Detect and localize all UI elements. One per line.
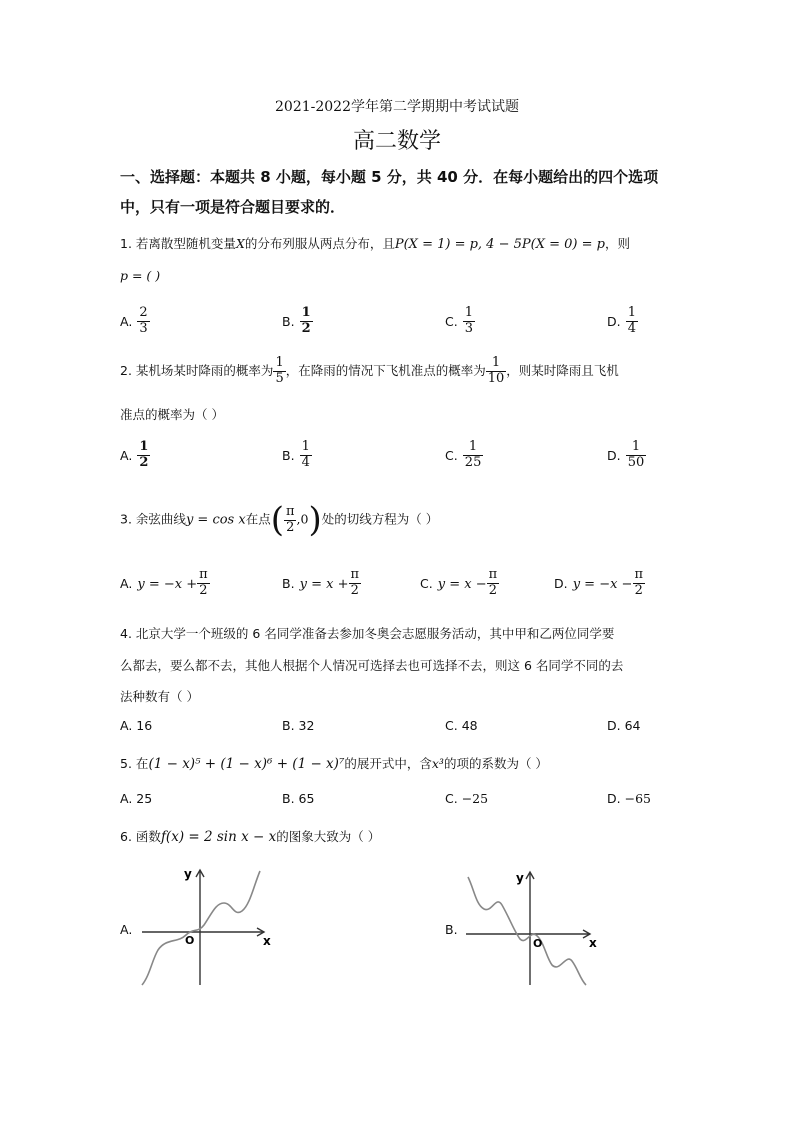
axes (466, 872, 590, 985)
option-num: π (350, 567, 360, 582)
origin-label: O (533, 937, 543, 950)
q4-option-b[interactable] (282, 718, 314, 733)
option-expr: y = −x + (137, 576, 198, 592)
q2-line2: 准点的概率为（ ） (120, 407, 224, 422)
q5-text-a: 在 (135, 756, 149, 771)
q2-option-b[interactable] (282, 440, 312, 471)
q5-option-c[interactable] (445, 791, 488, 806)
q3-text-c: 处的切线方程为（ ） (321, 511, 439, 527)
q3-curve: y = cos x (185, 512, 246, 528)
axes (142, 870, 264, 985)
q2-text-b: ，在降雨的情况下飞机准点的概率为 (285, 362, 486, 378)
option-value: 65 (298, 791, 315, 806)
option-den: 50 (627, 454, 645, 470)
option-den: 4 (627, 320, 636, 336)
q1-formula: P(X = 1) = p, 4 − 5P(X = 0) = p (394, 237, 605, 252)
option-label: A. (120, 718, 133, 733)
q1-line2: p = ( ) (120, 268, 161, 283)
option-label: B. (282, 447, 295, 463)
q6-text-a: 函数 (135, 829, 161, 844)
option-num: 1 (464, 305, 474, 320)
q1-option-a[interactable] (120, 306, 150, 337)
q2-frac1-num: 1 (275, 355, 284, 370)
q2-option-d[interactable] (607, 440, 646, 471)
q3-pt-num: π (285, 503, 295, 519)
option-value: 16 (136, 718, 153, 733)
q1-var: X (235, 236, 245, 251)
option-den: 4 (301, 454, 310, 470)
option-value: −65 (624, 791, 651, 806)
option-expr: y = x − (437, 576, 487, 592)
question-4 (120, 624, 614, 642)
q4-option-c[interactable] (445, 718, 478, 733)
option-den: 2 (488, 582, 498, 598)
q5-option-a[interactable] (120, 791, 152, 806)
q5-term: x³ (431, 756, 444, 771)
option-num: π (199, 567, 208, 582)
option-num: 1 (468, 439, 478, 454)
q3-pt-tail: ,0 (296, 511, 309, 527)
q2-number: 2. (120, 362, 132, 378)
option-label: D. (607, 791, 621, 806)
q4-line1: 北京大学一个班级的 6 名同学准备去参加冬奥会志愿服务活动，其中甲和乙两位同学要 (135, 626, 615, 641)
q2-text-a: 某机场某时降雨的概率为 (135, 362, 274, 378)
option-den: 2 (199, 582, 208, 598)
exam-title: 2021-2022学年第二学期期中考试试题 (275, 99, 519, 115)
q3-option-a[interactable] (120, 568, 210, 599)
option-expr: y = x + (299, 576, 349, 592)
option-label: C. (420, 575, 433, 591)
subject-title: 高二数学 (352, 129, 441, 154)
q2-option-c[interactable] (445, 440, 483, 471)
option-value: 25 (136, 791, 153, 806)
q6-number: 6. (120, 829, 132, 844)
option-num: 1 (301, 439, 310, 454)
q4-option-d[interactable] (607, 718, 641, 733)
option-num: 1 (139, 439, 149, 454)
option-num: 1 (627, 305, 636, 320)
x-label: x (589, 936, 597, 950)
option-label: A. (120, 791, 133, 806)
question-6 (120, 827, 380, 845)
option-value: 32 (298, 718, 315, 733)
section-heading-line2: 中，只有一项是符合题目要求的． (120, 198, 346, 216)
q5-number: 5. (120, 756, 132, 771)
curve (468, 877, 586, 985)
curve (142, 871, 260, 985)
option-label: A. (120, 575, 133, 591)
q6-option-b-label[interactable]: B. (445, 922, 458, 937)
q1-option-d[interactable] (607, 306, 638, 337)
option-label: B. (282, 791, 295, 806)
option-num: π (634, 567, 644, 582)
q2-text-c: ，则某时降雨且飞机 (506, 362, 619, 378)
option-value: 64 (624, 718, 641, 733)
option-label: B. (282, 575, 295, 591)
option-label: C. (445, 791, 458, 806)
q4-option-a[interactable] (120, 718, 152, 733)
q5-expr: (1 − x)⁵ + (1 − x)⁶ + (1 − x)⁷ (148, 756, 345, 772)
option-label: D. (607, 447, 621, 463)
question-2 (120, 356, 619, 387)
q5-text-b: 的展开式中，含 (344, 756, 432, 771)
q3-number: 3. (120, 511, 132, 527)
question-5 (120, 754, 548, 772)
origin-label: O (185, 934, 195, 947)
option-label: A. (120, 447, 133, 463)
question-3: 3. 余弦曲线y = cos x在点( $\frac{\pi}{2}$ ,0)处的切线方程为（ ） (120, 500, 439, 540)
q6-func: f(x) = 2 sin x − x (160, 829, 277, 845)
option-den: 25 (464, 454, 482, 470)
option-value: 48 (461, 718, 478, 733)
q2-option-a[interactable] (120, 440, 150, 471)
option-label: C. (445, 447, 458, 463)
q3-text-b: 在点 (245, 511, 271, 527)
q5-option-d[interactable] (607, 791, 651, 806)
option-label: A. (120, 313, 133, 329)
question-1 (120, 234, 630, 252)
q3-option-d[interactable] (554, 568, 645, 599)
option-label: B. (282, 718, 295, 733)
q6-graph-a[interactable] (136, 865, 286, 990)
y-label: y (516, 871, 524, 885)
q1-option-c[interactable] (445, 306, 475, 337)
q2-frac1-den: 5 (275, 370, 284, 386)
q1-text-c: ，则 (604, 236, 630, 251)
y-label: y (184, 867, 192, 881)
option-den: 2 (139, 454, 149, 470)
q1-option-b[interactable] (282, 306, 313, 337)
option-label: B. (282, 313, 295, 329)
option-label: D. (554, 575, 568, 591)
q2-frac2-den: 10 (487, 370, 505, 386)
option-num: 2 (139, 305, 148, 320)
option-den: 3 (464, 320, 474, 336)
q1-number: 1. (120, 236, 132, 251)
q1-text-b: 的分布列服从两点分布，且 (244, 236, 395, 251)
q3-pt-den: 2 (286, 519, 295, 535)
option-label: C. (445, 718, 458, 733)
q4-line2: 么都去，要么都不去，其他人根据个人情况可选择去也可选择不去，则这 6 名同学不同的去 (120, 658, 624, 673)
x-label: x (263, 934, 271, 948)
option-value: −25 (461, 791, 489, 806)
option-den: 3 (139, 320, 148, 336)
q6-graph-b[interactable] (462, 865, 612, 990)
q3-option-b[interactable] (282, 568, 361, 599)
q3-option-c[interactable] (420, 568, 499, 599)
q3-text-a: 余弦曲线 (135, 511, 186, 527)
option-num: 1 (631, 439, 641, 454)
option-num: 1 (301, 305, 311, 320)
option-den: 2 (634, 582, 643, 598)
option-label: D. (607, 313, 621, 329)
option-label: D. (607, 718, 621, 733)
q4-line3: 法种数有（ ） (120, 689, 199, 704)
q1-text-a: 若离散型随机变量 (135, 236, 236, 251)
option-den: 2 (350, 582, 359, 598)
q5-text-c: 的项的系数为（ ） (443, 756, 548, 771)
option-label: C. (445, 313, 458, 329)
q6-text-b: 的图象大致为（ ） (276, 829, 381, 844)
option-den: 2 (301, 320, 311, 336)
q5-option-b[interactable] (282, 791, 314, 806)
q2-frac2-num: 1 (491, 355, 501, 370)
q4-number: 4. (120, 626, 132, 641)
q6-option-a-label[interactable]: A. (120, 922, 133, 937)
section-heading-line1: 一、选择题：本题共 8 小题，每小题 5 分，共 40 分．在每小题给出的四个选项 (120, 168, 659, 186)
option-num: π (488, 567, 498, 582)
option-expr: y = −x − (572, 576, 633, 592)
